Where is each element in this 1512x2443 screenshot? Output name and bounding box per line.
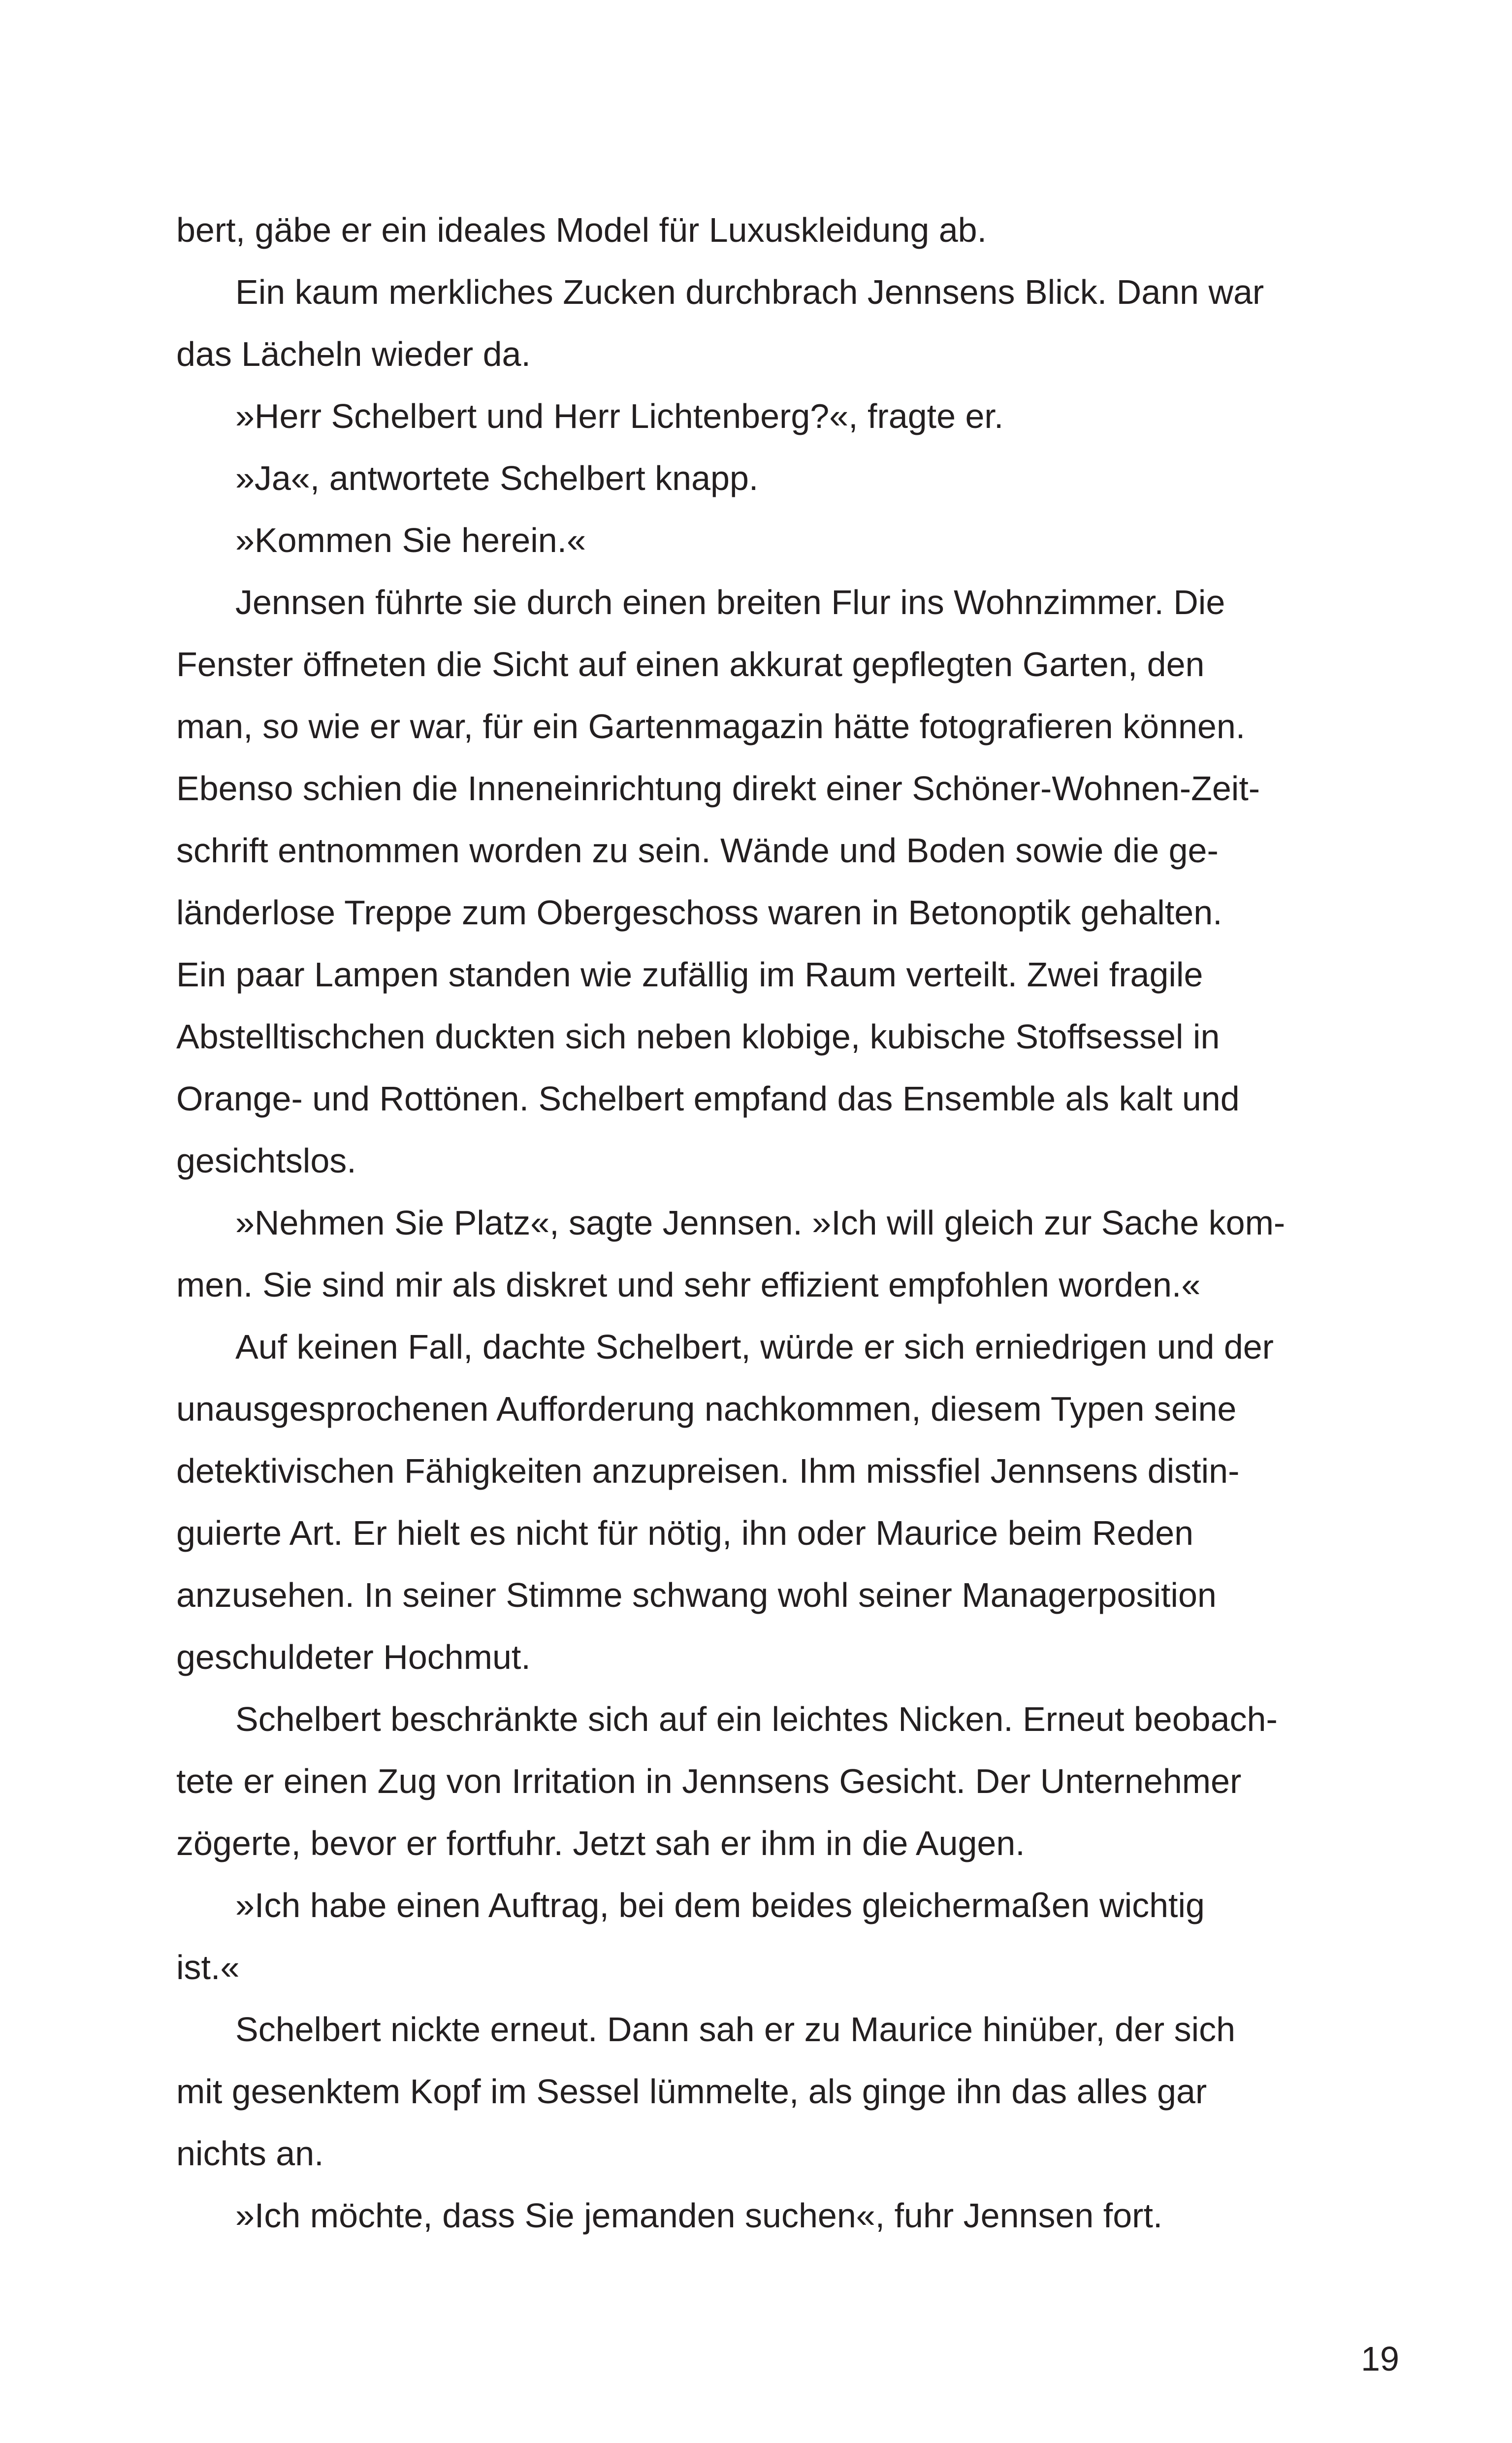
text-line: guierte Art. Er hielt es nicht für nötig, ihn oder Maurice beim Reden — [176, 1514, 1194, 1552]
text-line: das Lächeln wieder da. — [176, 335, 531, 373]
text-line: »Kommen Sie herein.« — [235, 521, 586, 559]
text-line: »Ich habe einen Auftrag, bei dem beides gleichermaßen wichtig — [235, 1886, 1205, 1924]
text-line: Auf keinen Fall, dachte Schelbert, würde er sich erniedrigen und der — [235, 1328, 1274, 1366]
body-text — [176, 199, 1399, 2247]
text-line: Abstelltischchen duckten sich neben klobige, kubische Stoffsessel in — [176, 1017, 1220, 1056]
text-line: Ein paar Lampen standen wie zufällig im Raum verteilt. Zwei fragile — [176, 955, 1203, 994]
text-line: anzusehen. In seiner Stimme schwang wohl seiner Managerposition — [176, 1576, 1217, 1614]
page-number: 19 — [1361, 2340, 1399, 2378]
text-line: bert, gäbe er ein ideales Model für Luxuskleidung ab. — [176, 211, 987, 249]
text-line: länderlose Treppe zum Obergeschoss waren in Betonoptik gehalten. — [176, 893, 1222, 932]
text-line: »Herr Schelbert und Herr Lichtenberg?«, fragte er. — [235, 397, 1004, 435]
text-line: Schelbert nickte erneut. Dann sah er zu Maurice hinüber, der sich — [235, 2010, 1236, 2049]
text-line: Fenster öffneten die Sicht auf einen akkurat gepflegten Garten, den — [176, 645, 1205, 684]
text-line: unausgesprochenen Aufforderung nachkommen, diesem Typen seine — [176, 1390, 1237, 1428]
text-line: detektivischen Fähigkeiten anzupreisen. Ihm missfiel Jennsens distin- — [176, 1452, 1240, 1490]
text-line: Jennsen führte sie durch einen breiten Flur ins Wohnzimmer. Die — [235, 583, 1225, 621]
text-line: nichts an. — [176, 2134, 324, 2173]
text-line: »Ja«, antwortete Schelbert knapp. — [235, 459, 759, 497]
text-line: men. Sie sind mir als diskret und sehr effizient empfohlen worden.« — [176, 1266, 1201, 1304]
text-line: zögerte, bevor er fortfuhr. Jetzt sah er ihm in die Augen. — [176, 1824, 1025, 1862]
text-line: man, so wie er war, für ein Gartenmagazin hätte fotografieren können. — [176, 707, 1246, 746]
text-line: ist.« — [176, 1948, 240, 1987]
text-line: »Nehmen Sie Platz«, sagte Jennsen. »Ich will gleich zur Sache kom- — [235, 1204, 1286, 1242]
text-line: Ein kaum merkliches Zucken durchbrach Jennsens Blick. Dann war — [235, 273, 1264, 311]
text-line: schrift entnommen worden zu sein. Wände und Boden sowie die ge- — [176, 831, 1219, 870]
text-line: Schelbert beschränkte sich auf ein leichtes Nicken. Erneut beobach- — [235, 1700, 1278, 1738]
text-line: tete er einen Zug von Irritation in Jennsens Gesicht. Der Unternehmer — [176, 1762, 1242, 1800]
text-line: Orange- und Rottönen. Schelbert empfand das Ensemble als kalt und — [176, 1079, 1240, 1118]
text-line: Ebenso schien die Inneneinrichtung direkt einer Schöner-Wohnen-Zeit- — [176, 769, 1260, 808]
text-line: gesichtslos. — [176, 1141, 356, 1180]
text-line: »Ich möchte, dass Sie jemanden suchen«, fuhr Jennsen fort. — [235, 2196, 1163, 2235]
text-line: mit gesenktem Kopf im Sessel lümmelte, als ginge ihn das alles gar — [176, 2072, 1207, 2111]
text-line: geschuldeter Hochmut. — [176, 1638, 531, 1676]
